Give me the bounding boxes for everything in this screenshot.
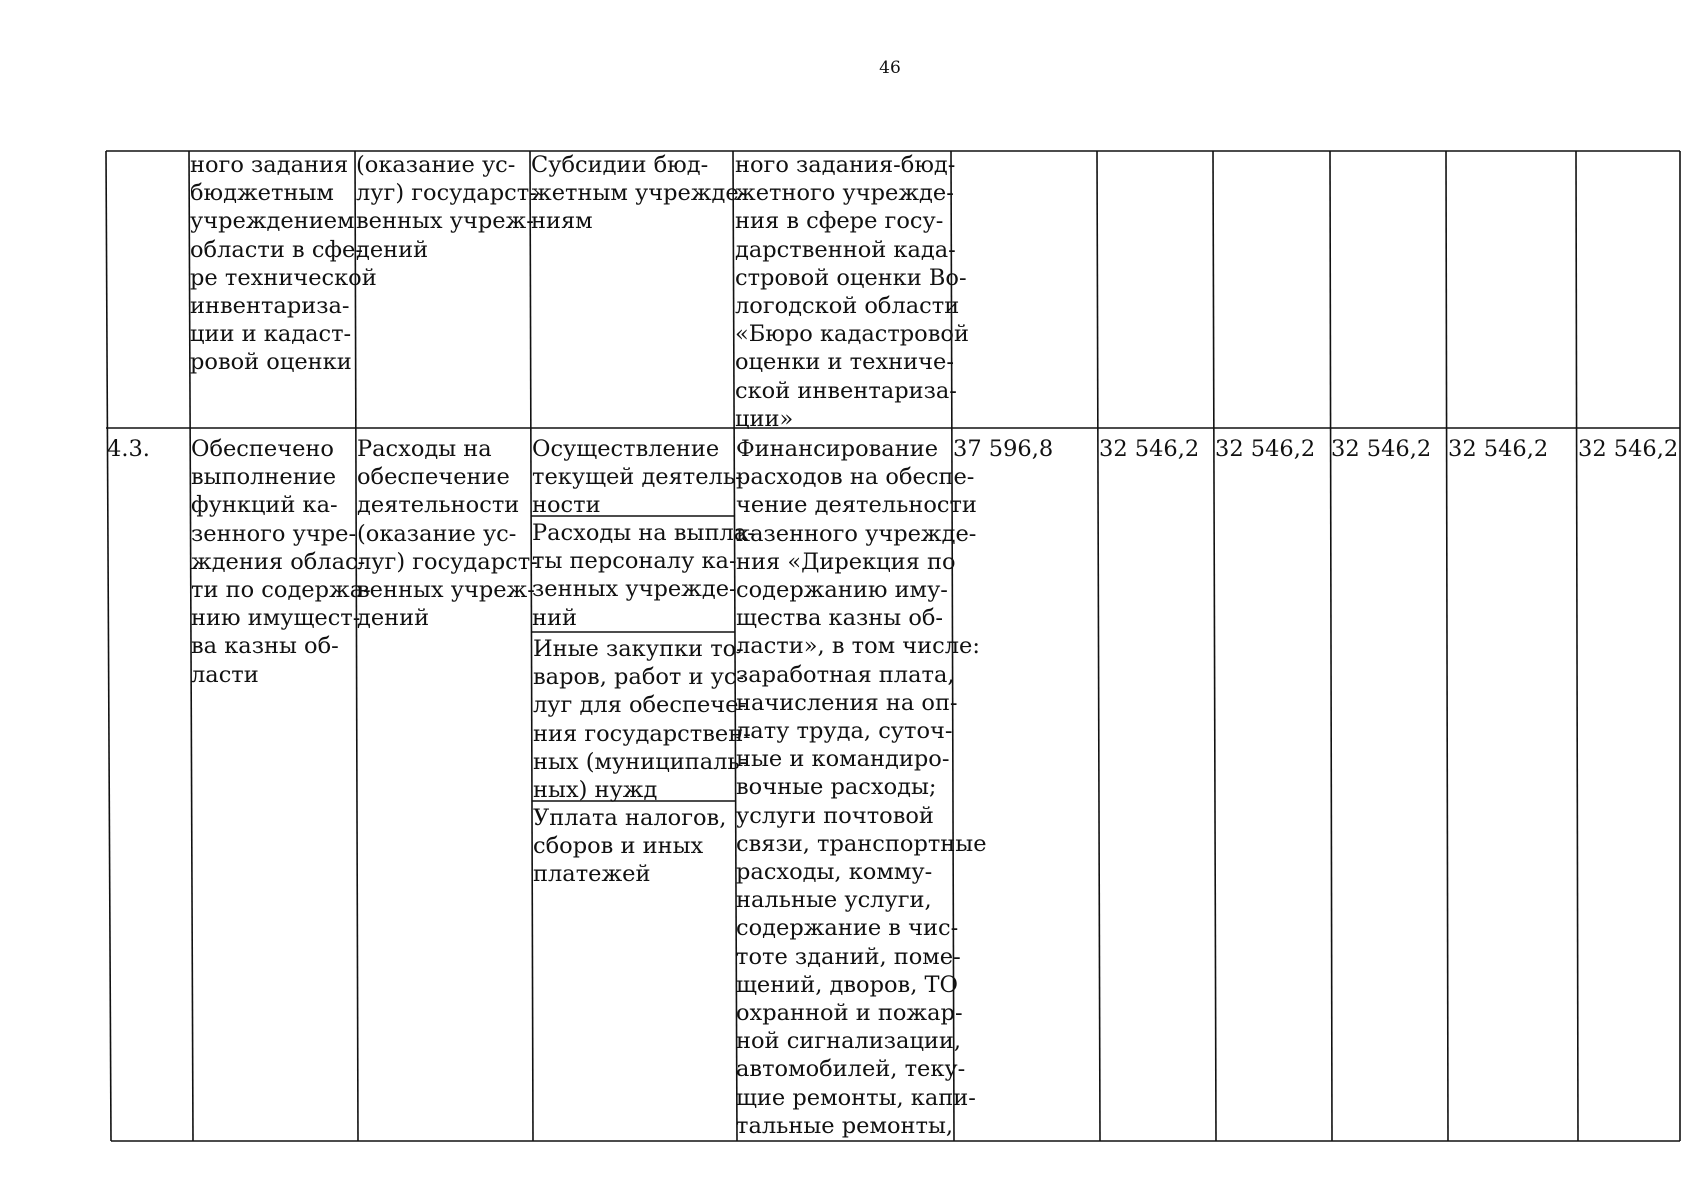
value-6: 32 546,2	[1578, 436, 1679, 462]
row-number: 4.3.	[107, 436, 150, 462]
row-kind-4: Уплата налогов, сборов и иных платежей	[533, 805, 727, 888]
row-expense: Расходы на обеспечение деятельности (оказание ус- луг) государст- венных учреж- дений	[357, 436, 538, 632]
continued-row-expense: (оказание ус- луг) государст- венных учреж- дений	[356, 152, 537, 263]
continued-row-kind: Субсидии бюд- жетным учрежде- ниям	[531, 152, 747, 235]
row-name: Обеспечено выполнение функций ка- зенного учре- ждения облас- ти по содержа- нию имущест- ва казны об- ласти	[191, 436, 371, 688]
page-number: 46	[879, 58, 901, 78]
row-kind-3: Иные закупки то- варов, работ и ус- луг для обеспече- ния государствен- ных (муниципаль- ных) нужд	[533, 636, 751, 804]
continued-row-name: ного задания бюджетным учреждением области в сфе- ре технической инвентаризa- ции и кадаст- ровой оценки	[190, 152, 377, 376]
row-description: Финансирование расходов на обеспе- чение деятельности казенного учрежде- ния «Дирекция по содержанию иму- щества казны об- ласти», в том числе: заработная плата, начисления на оп- лату труда, суточ- ные и командиро- вочные расходы; услуги почтовой связи, транспортные расходы, комму- нальные услуги, содержание в чис- тоте зданий, поме- щений, дворов, ТО охранной и пожар- ной сигнализации, автомобилей, теку- щие ремонты, капи- тальные ремонты,	[736, 436, 987, 1139]
row-kind-1: Осуществление текущей деятель- ности	[532, 436, 743, 519]
value-1: 37 596,8	[953, 436, 1054, 462]
value-3: 32 546,2	[1215, 436, 1316, 462]
value-4: 32 546,2	[1331, 436, 1432, 462]
value-2: 32 546,2	[1099, 436, 1200, 462]
continued-row-description: ного задания-бюд- жетного учрежде- ния в сфере госу- дарственной када- стровой оценки Во- логодской области «Бюро кадастровой оценки и техниче- ской инвентаризa- ции»	[735, 152, 969, 432]
row-kind-2: Расходы на выпла- ты персоналу ка- зенных учрежде- ний	[532, 520, 755, 631]
value-5: 32 546,2	[1448, 436, 1549, 462]
